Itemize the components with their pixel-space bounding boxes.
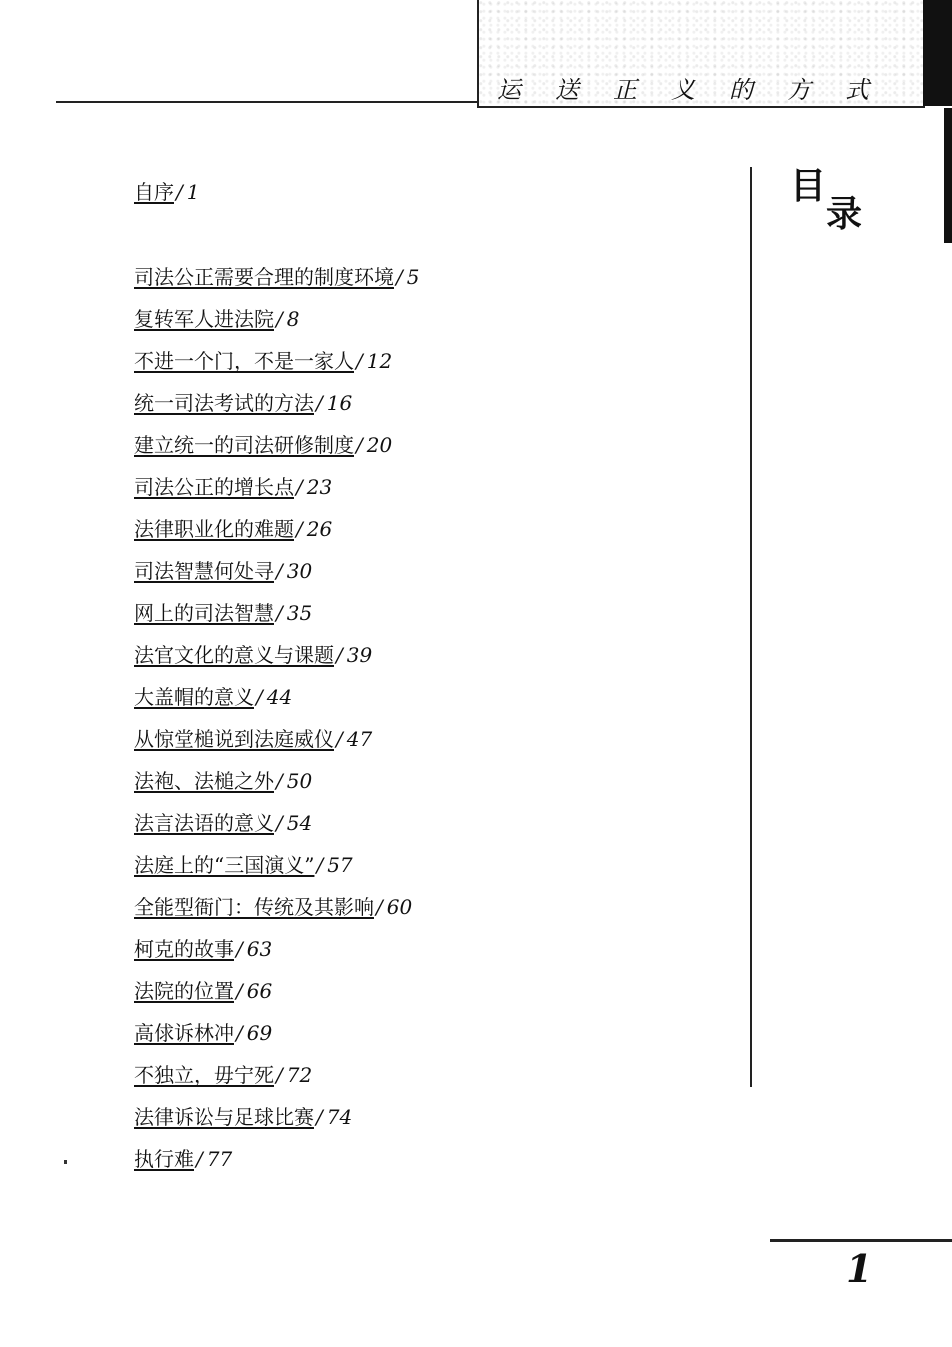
toc-title: 统一司法考试的方法 bbox=[134, 391, 314, 415]
toc-entry[interactable] bbox=[134, 474, 332, 500]
toc-title: 法庭上的“三国演义” bbox=[134, 853, 315, 877]
toc-title: 不独立，毋宁死 bbox=[134, 1063, 274, 1087]
toc-entry[interactable] bbox=[134, 306, 299, 332]
toc-separator: / bbox=[356, 433, 363, 457]
toc-separator: / bbox=[336, 727, 343, 751]
toc-page: 54 bbox=[286, 811, 313, 835]
toc-title: 法律职业化的难题 bbox=[134, 517, 294, 541]
toc-entry[interactable] bbox=[134, 894, 412, 920]
toc-entry[interactable] bbox=[134, 684, 292, 710]
toc-entry[interactable] bbox=[134, 348, 392, 374]
footer-rule bbox=[770, 1239, 952, 1242]
toc-page: 60 bbox=[386, 895, 413, 919]
toc-page: 1 bbox=[186, 180, 200, 204]
toc-title: 高俅诉林冲 bbox=[134, 1021, 234, 1045]
toc-page: 77 bbox=[206, 1147, 233, 1171]
toc-title: 柯克的故事 bbox=[134, 937, 234, 961]
toc-separator: / bbox=[276, 307, 283, 331]
header-rule bbox=[56, 101, 480, 103]
toc-entry[interactable] bbox=[134, 768, 312, 794]
toc-page: 30 bbox=[286, 559, 313, 583]
toc-page: 72 bbox=[286, 1063, 313, 1087]
toc-title: 法官文化的意义与课题 bbox=[134, 643, 334, 667]
toc-title: 法院的位置 bbox=[134, 979, 234, 1003]
toc-page: 50 bbox=[286, 769, 313, 793]
side-vertical-rule bbox=[750, 167, 752, 1087]
toc-separator: / bbox=[236, 979, 243, 1003]
toc-title: 建立统一的司法研修制度 bbox=[134, 433, 354, 457]
toc-page: 69 bbox=[246, 1021, 273, 1045]
running-title: 运送正义的方式 bbox=[497, 76, 903, 104]
toc-entry[interactable] bbox=[134, 179, 199, 205]
toc-separator: / bbox=[276, 811, 283, 835]
toc-separator: / bbox=[316, 853, 324, 877]
toc-page: 16 bbox=[326, 391, 353, 415]
page-number: 1 bbox=[846, 1246, 873, 1291]
toc-entry[interactable] bbox=[134, 1104, 352, 1130]
toc-page: 57 bbox=[327, 853, 353, 877]
toc-entry[interactable] bbox=[134, 1146, 232, 1172]
toc-page: 44 bbox=[266, 685, 293, 709]
toc-entry[interactable] bbox=[134, 978, 272, 1004]
edge-bar bbox=[944, 108, 952, 243]
toc-title: 自序 bbox=[134, 180, 174, 204]
toc-title: 复转军人进法院 bbox=[134, 307, 274, 331]
toc-entry[interactable] bbox=[134, 558, 312, 584]
toc-separator: / bbox=[316, 1105, 323, 1129]
toc-page: 63 bbox=[246, 937, 273, 961]
toc-entry[interactable] bbox=[134, 1020, 272, 1046]
toc-entry[interactable] bbox=[134, 516, 332, 542]
toc-separator: / bbox=[196, 1147, 203, 1171]
toc-title: 从惊堂槌说到法庭威仪 bbox=[134, 727, 334, 751]
toc-entry[interactable] bbox=[134, 1062, 312, 1088]
toc-separator: / bbox=[256, 685, 263, 709]
scan-speck bbox=[64, 1160, 67, 1164]
toc-separator: / bbox=[236, 937, 243, 961]
header-black-tab bbox=[923, 0, 952, 106]
toc-entry[interactable] bbox=[134, 432, 392, 458]
toc-title: 法袍、法槌之外 bbox=[134, 769, 274, 793]
toc-entry[interactable] bbox=[134, 810, 312, 836]
toc-separator: / bbox=[376, 895, 383, 919]
toc-title: 法律诉讼与足球比赛 bbox=[134, 1105, 314, 1129]
toc-title: 不进一个门，不是一家人 bbox=[134, 349, 354, 373]
toc-title: 全能型衙门：传统及其影响 bbox=[134, 895, 374, 919]
toc-entry[interactable] bbox=[134, 390, 352, 416]
toc-title: 法言法语的意义 bbox=[134, 811, 274, 835]
toc-page: 12 bbox=[366, 349, 393, 373]
toc-separator: / bbox=[236, 1021, 243, 1045]
toc-page: 5 bbox=[406, 265, 420, 289]
toc-separator: / bbox=[316, 391, 323, 415]
toc-entry[interactable] bbox=[134, 264, 419, 290]
toc-page: 35 bbox=[286, 601, 313, 625]
toc-separator: / bbox=[296, 475, 303, 499]
toc-separator: / bbox=[336, 643, 343, 667]
toc-page: 74 bbox=[326, 1105, 353, 1129]
toc-separator: / bbox=[276, 559, 283, 583]
toc-separator: / bbox=[276, 601, 283, 625]
toc-entry[interactable] bbox=[134, 600, 312, 626]
toc-entry[interactable] bbox=[134, 936, 272, 962]
contents-label-first: 目 bbox=[790, 166, 827, 207]
toc-page: 8 bbox=[286, 307, 300, 331]
toc-page: 47 bbox=[346, 727, 373, 751]
toc-separator: / bbox=[276, 769, 283, 793]
toc-separator: / bbox=[356, 349, 363, 373]
toc-page: 23 bbox=[306, 475, 333, 499]
toc-title: 司法公正的增长点 bbox=[134, 475, 294, 499]
toc-page: 26 bbox=[306, 517, 333, 541]
contents-label-second: 录 bbox=[826, 194, 863, 235]
toc-page: 66 bbox=[246, 979, 273, 1003]
toc-entry[interactable] bbox=[134, 642, 372, 668]
toc-title: 网上的司法智慧 bbox=[134, 601, 274, 625]
toc-title: 执行难 bbox=[134, 1147, 194, 1171]
toc-page: 20 bbox=[366, 433, 393, 457]
toc-separator: / bbox=[276, 1063, 283, 1087]
toc-page: 39 bbox=[346, 643, 373, 667]
toc-title: 司法智慧何处寻 bbox=[134, 559, 274, 583]
toc-separator: / bbox=[396, 265, 403, 289]
toc-entry[interactable] bbox=[134, 726, 372, 752]
toc-title: 司法公正需要合理的制度环境 bbox=[134, 265, 394, 289]
toc-separator: / bbox=[296, 517, 303, 541]
toc-entry[interactable] bbox=[134, 852, 353, 878]
toc-title: 大盖帽的意义 bbox=[134, 685, 254, 709]
toc-separator: / bbox=[176, 180, 183, 204]
